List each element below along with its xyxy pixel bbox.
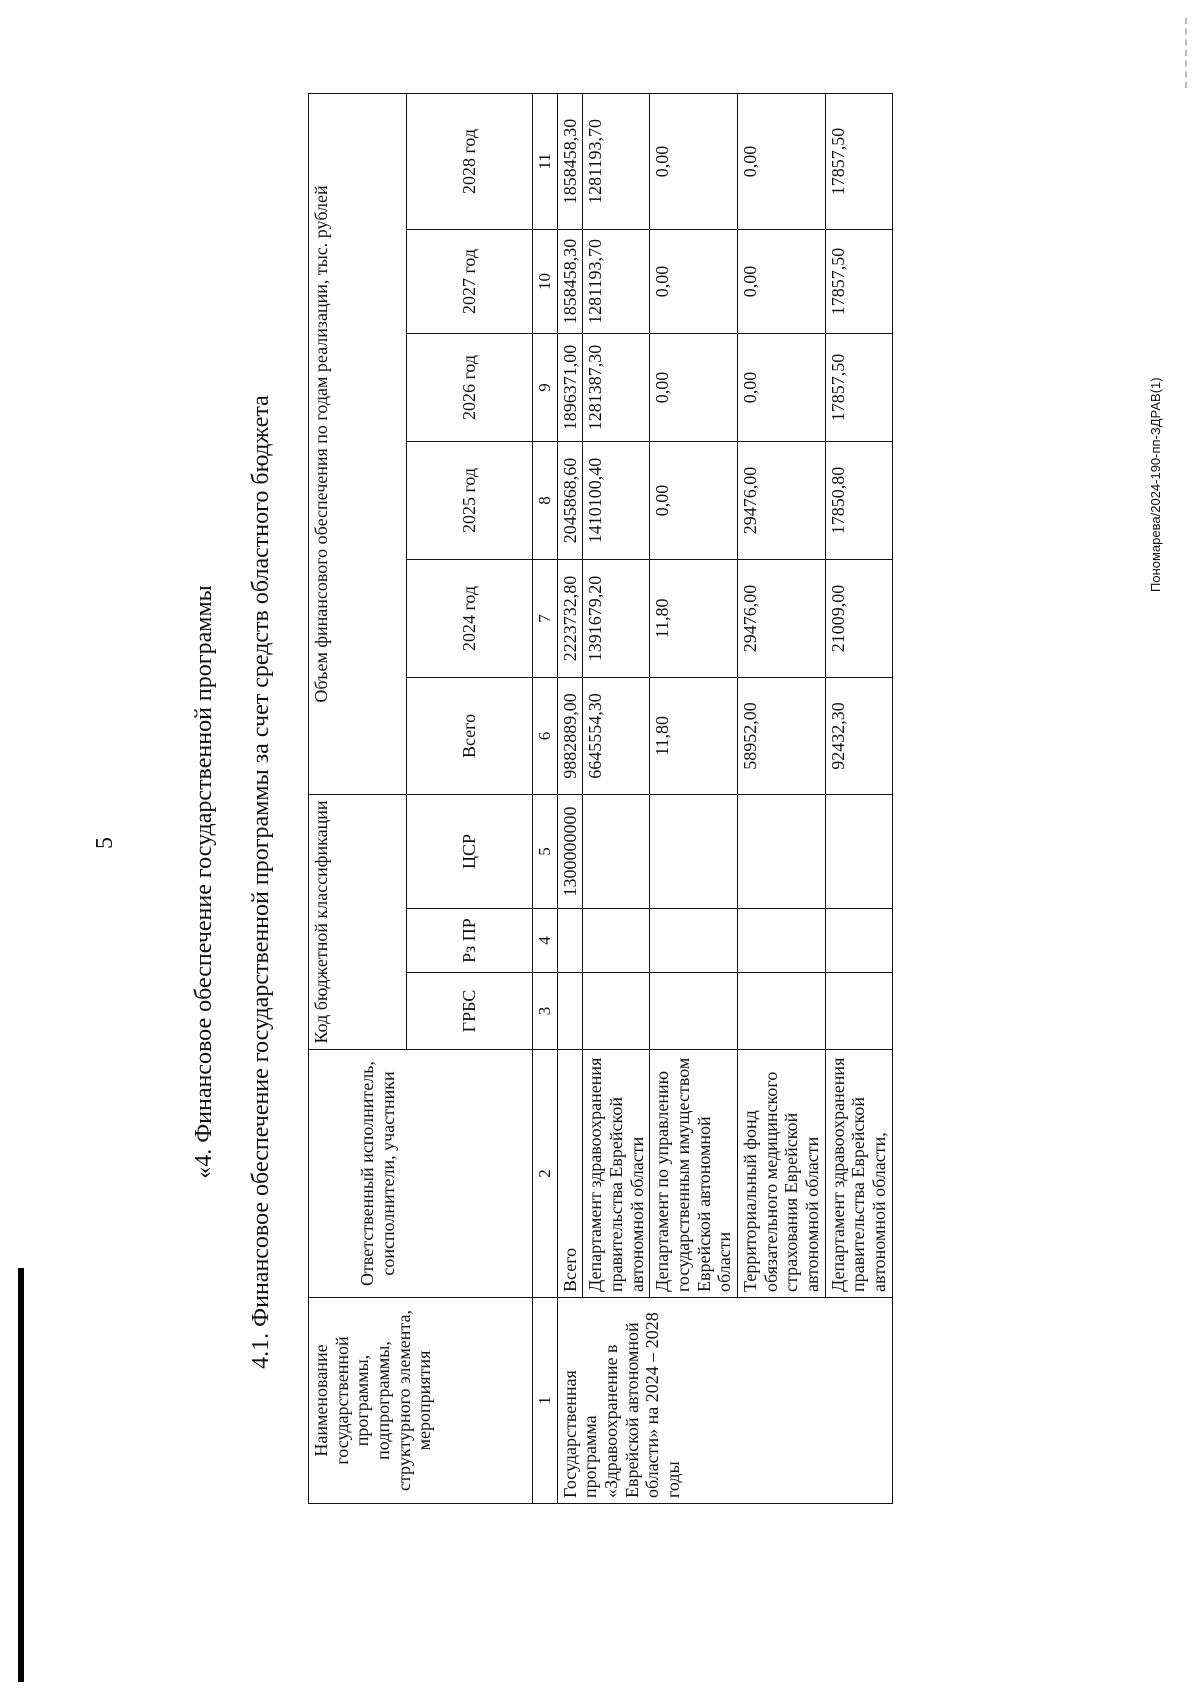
financing-table: [308, 93, 893, 1504]
header-2028: 2028 год: [407, 93, 533, 229]
row-rzpr: [825, 909, 892, 973]
column-number-row: [533, 93, 558, 1503]
row-2026: 0,00: [650, 333, 738, 441]
table-row: [825, 93, 892, 1503]
row-2028: 17857,50: [825, 93, 892, 229]
row-2028: 0,00: [650, 93, 738, 229]
row-2026: 1281387,30: [583, 333, 650, 441]
row-2027: 1281193,70: [583, 229, 650, 333]
row-2025: 17850,80: [825, 441, 892, 559]
row-csr: [825, 794, 892, 908]
row-rzpr: [557, 909, 583, 973]
row-2024: 21009,00: [825, 559, 892, 677]
row-2025: 29476,00: [738, 441, 826, 559]
row-executor: Департамент здравоохранения правительства Еврейской автономной области: [583, 1050, 650, 1298]
column-number: 11: [533, 93, 558, 229]
header-2025: 2025 год: [407, 441, 533, 559]
row-total: 11,80: [650, 677, 738, 794]
header-2026: 2026 год: [407, 333, 533, 441]
document-footer: Пономарева/2024-190-пп-ЗДРАВ(1): [1148, 377, 1163, 592]
header-executor: Ответственный исполнитель, соисполнители, участники: [309, 1050, 533, 1298]
row-rzpr: [738, 909, 826, 973]
table-row: [583, 93, 650, 1503]
header-rzpr: Рз ПР: [407, 909, 533, 973]
row-executor: Всего: [557, 1050, 583, 1298]
column-number: 6: [533, 677, 558, 794]
row-total: 9882889,00: [557, 677, 583, 794]
column-number: 9: [533, 333, 558, 441]
header-budget-code: Код бюджетной классификации: [309, 794, 407, 1049]
header-2024: 2024 год: [407, 559, 533, 677]
column-number: 2: [533, 1050, 558, 1298]
page-number: 5: [92, 837, 118, 849]
row-grbs: [583, 973, 650, 1050]
section-heading: «4. Финансовое обеспечение государственной программы: [191, 585, 217, 1179]
row-total: 6645554,30: [583, 677, 650, 794]
header-row-1: [309, 93, 407, 1503]
column-number: 3: [533, 973, 558, 1050]
column-number: 10: [533, 229, 558, 333]
row-executor: Департамент здравоохранения правительства Еврейской автономной области,: [825, 1050, 892, 1298]
section-subheading: 4.1. Финансовое обеспечение государственной программы за счет средств областного бюджета: [248, 395, 274, 1369]
row-2025: 0,00: [650, 441, 738, 559]
column-number: 8: [533, 441, 558, 559]
row-2024: 11,80: [650, 559, 738, 677]
column-number: 7: [533, 559, 558, 677]
row-2024: 2223732,80: [557, 559, 583, 677]
row-2024: 29476,00: [738, 559, 826, 677]
row-2028: 1858458,30: [557, 93, 583, 229]
table-row: [650, 93, 738, 1503]
table-row: [738, 93, 826, 1503]
row-2025: 2045868,60: [557, 441, 583, 559]
header-total: Всего: [407, 677, 533, 794]
row-rzpr: [650, 909, 738, 973]
row-csr: [738, 794, 826, 908]
row-grbs: [738, 973, 826, 1050]
row-2027: 1858458,30: [557, 229, 583, 333]
column-number: 1: [533, 1298, 558, 1504]
row-rzpr: [583, 909, 650, 973]
header-volume: Объем финансового обеспечения по годам реализации, тыс. рублей: [309, 93, 407, 794]
rotated-page: [8, 92, 1188, 1672]
header-csr: ЦСР: [407, 794, 533, 908]
column-number: 4: [533, 909, 558, 973]
header-name: Наименование государственной программы, подпрограммы, структурного элемента, мероприятия: [309, 1298, 533, 1504]
row-grbs: [557, 973, 583, 1050]
row-total: 58952,00: [738, 677, 826, 794]
row-csr: [650, 794, 738, 908]
row-2027: 0,00: [738, 229, 826, 333]
row-grbs: [825, 973, 892, 1050]
row-2024: 1391679,20: [583, 559, 650, 677]
row-grbs: [650, 973, 738, 1050]
header-2027: 2027 год: [407, 229, 533, 333]
row-csr: 1300000000: [557, 794, 583, 908]
row-2027: 0,00: [650, 229, 738, 333]
table-row: [557, 93, 583, 1503]
row-2028: 0,00: [738, 93, 826, 229]
row-2026: 17857,50: [825, 333, 892, 441]
row-2028: 1281193,70: [583, 93, 650, 229]
row-2025: 1410100,40: [583, 441, 650, 559]
header-grbs: ГРБС: [407, 973, 533, 1050]
row-csr: [583, 794, 650, 908]
program-name: Государственная программа «Здравоохранение в Еврейской автономной области» на 2024 – 2028 годы: [557, 1298, 892, 1504]
row-total: 92432,30: [825, 677, 892, 794]
row-executor: Территориальный фонд обязательного медицинского страхования Еврейской автономной области: [738, 1050, 826, 1298]
row-executor: Департамент по управлению государственным имуществом Еврейской автономной области: [650, 1050, 738, 1298]
row-2027: 17857,50: [825, 229, 892, 333]
scan-edge-marks: [1185, 18, 1189, 88]
column-number: 5: [533, 794, 558, 908]
row-2026: 1896371,00: [557, 333, 583, 441]
row-2026: 0,00: [738, 333, 826, 441]
